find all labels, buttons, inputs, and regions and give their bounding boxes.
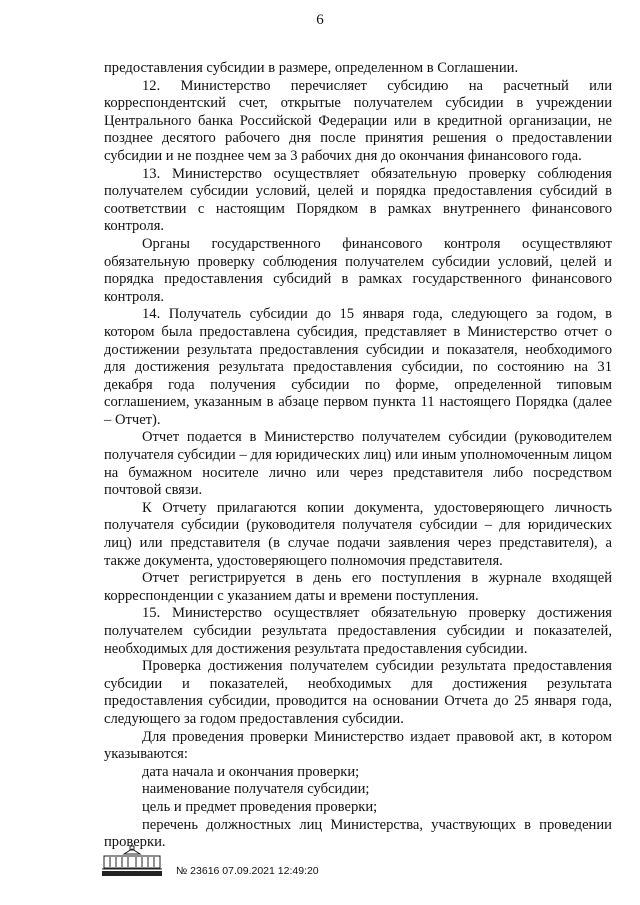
paragraph: Отчет регистрируется в день его поступления в журнале входящей корреспонденции с указанием даты и времени поступления. bbox=[104, 570, 612, 604]
list-item: цель и предмет проведения проверки; bbox=[142, 798, 378, 815]
page-number: 6 bbox=[316, 12, 324, 28]
paragraph: Для проведения проверки Министерство издает правовой акт, в котором указываются: bbox=[104, 728, 612, 763]
paragraph: 15. Министерство осуществляет обязательную проверку достижения получателем субсидии результата предоставления субсидии и показателей, необходимых для достижения результата предоставления субсидии. bbox=[104, 605, 612, 657]
paragraph: Проверка достижения получателем субсидии результата предоставления субсидии и показателей, необходимых для достижения результата предоставления субсидии, проводится на основании Отчета до 25 января года, следующего за годом предоставления субсидии. bbox=[104, 658, 612, 727]
list-item: дата начала и окончания проверки; bbox=[142, 763, 360, 780]
paragraph: Отчет подается в Министерство получателем субсидии (руководителем получателя субсидии – для юридических лиц) или иным уполномоченным лицом на бумажном носителе лично или через представителя либо посредством почтовой связи. bbox=[104, 429, 612, 499]
registration-stamp: № 23616 07.09.2021 12:49:20 bbox=[176, 865, 319, 877]
paragraph: предоставления субсидии в размере, определенном в Соглашении. bbox=[104, 60, 519, 76]
paragraph: 13. Министерство осуществляет обязательную проверку соблюдения получателем субсидии условий, целей и порядка предоставления субсидий в соответствии с настоящим Порядком в рамках внутреннего финансового контроля. bbox=[104, 165, 612, 235]
list-item: наименование получателя субсидии; bbox=[142, 781, 370, 798]
document-footer bbox=[100, 844, 620, 884]
document-body bbox=[104, 60, 612, 852]
paragraph: 14. Получатель субсидии до 15 января года, следующего за годом, в котором была предоставлена субсидия, представляет в Министерство отчет о достижении результата предоставления субсидии и показателя, необходимого для достижения результата предоставления субсидии, по состоянию на 31 декабря года получения субсидии по форме, определенной типовым соглашением, указанным в абзаце первом пункта 11 настоящего Порядка (далее – Отчет). bbox=[104, 306, 612, 428]
government-building-logo-icon bbox=[100, 844, 164, 878]
paragraph: Органы государственного финансового контроля осуществляют обязательную проверку соблюдения получателем субсидии условий, целей и порядка предоставления субсидий в рамках государственного финансового контроля. bbox=[104, 235, 612, 305]
paragraph: 12. Министерство перечисляет субсидию на расчетный или корреспондентский счет, открытые получателем субсидии в учреждении Центрального банка Российской Федерации или в кредитной организации, не позднее десятого рабочего дня после принятия решения о предоставлении субсидии и не позднее чем за 3 рабочих дня до окончания финансового года. bbox=[104, 77, 612, 164]
paragraph: К Отчету прилагаются копии документа, удостоверяющего личность получателя субсидии (руководителя получателя субсидии – для юридических лиц) или представителя (в случае подачи заявления через представителя), а также документа, удостоверяющего полномочия представителя. bbox=[104, 499, 612, 569]
inspection-act-list bbox=[104, 764, 612, 852]
list-item: перечень должностных лиц Министерства, участвующих в проведении проверки. bbox=[104, 816, 612, 851]
